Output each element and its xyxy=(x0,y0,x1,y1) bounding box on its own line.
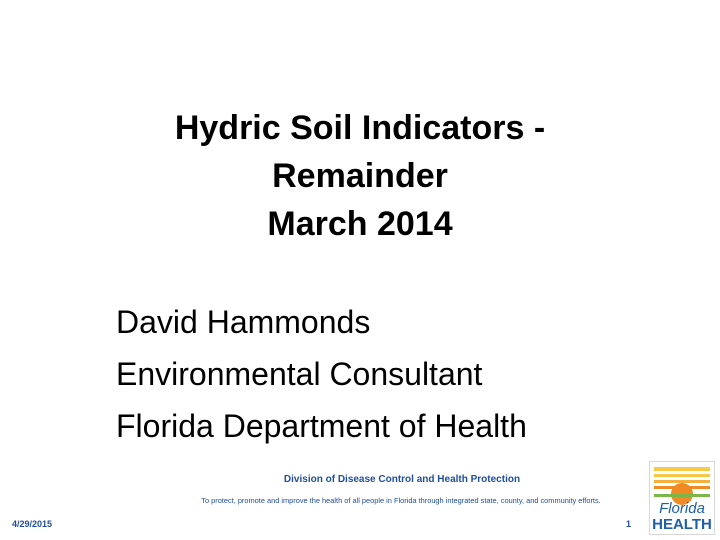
slide-title xyxy=(60,104,660,248)
title-line-2: Remainder xyxy=(272,157,448,195)
logo-text-health: HEALTH xyxy=(652,516,712,533)
footer-date: 4/29/2015 xyxy=(12,519,53,529)
title-line-1: Hydric Soil Indicators - xyxy=(174,109,546,147)
footer-mission: To protect, promote and improve the health of all people in Florida through integrated state, county, and community efforts. xyxy=(201,496,601,505)
florida-health-logo xyxy=(649,461,715,535)
presenter-role: Environmental Consultant xyxy=(116,356,483,392)
logo-text-florida: Florida xyxy=(659,500,705,517)
title-line-3: March 2014 xyxy=(267,205,453,243)
footer-division: Division of Disease Control and Health Protection xyxy=(283,474,521,485)
presenter-name: David Hammonds xyxy=(116,304,371,340)
horizon-bar xyxy=(654,494,710,497)
presenter-organization: Florida Department of Health xyxy=(116,408,527,444)
presenter-info xyxy=(116,296,636,452)
page-number: 1 xyxy=(626,519,632,529)
florida-health-sun-logo-icon xyxy=(650,462,714,534)
